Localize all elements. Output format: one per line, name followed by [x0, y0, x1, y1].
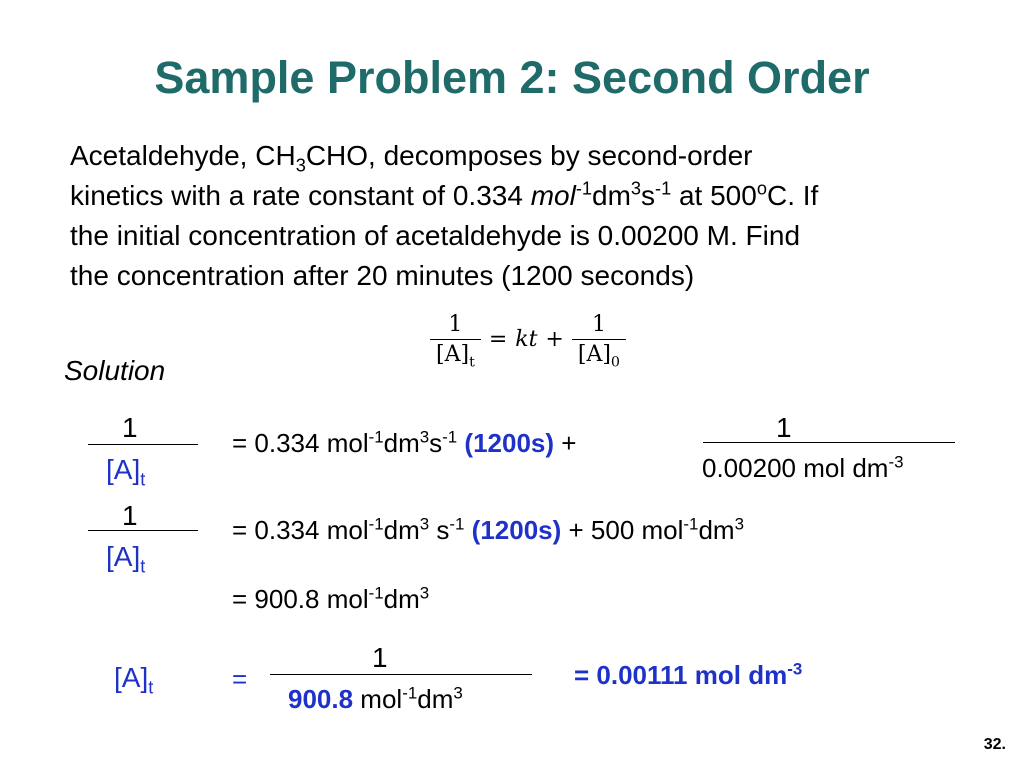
step2-numerator: 1 — [122, 500, 138, 531]
problem-line-3: the initial concentration of acetaldehyde is 0.00200 M. Find — [70, 220, 801, 251]
step1-fraction-bar — [88, 444, 198, 445]
solution-label: Solution — [64, 355, 166, 386]
step4-numerator: 1 — [372, 642, 388, 673]
step2-fraction-bar — [88, 530, 198, 531]
slide-title: Sample Problem 2: Second Order — [154, 52, 870, 103]
step1-denominator: $[A]_t$ — [106, 454, 146, 490]
final-result: = 0.00111 mol $dm^{-3}$ — [574, 659, 803, 690]
step4-equals: = — [232, 664, 248, 694]
step2-expression: = 0.334 $mol^{-1}dm^3$ $s^{-1}$ (1200s) + 500 $mol^{-1}dm^3$ — [232, 514, 744, 545]
step2-time: (1200s) — [471, 515, 562, 545]
step4-fraction-bar — [270, 674, 532, 675]
formula-lhs-fraction: $\frac{1}{[A]_t}$ — [430, 312, 481, 367]
problem-line-4: the concentration after 20 minutes (1200 seconds) — [70, 260, 695, 291]
second-order-formula: $\frac{1}{[A]_t}$ = kt + $\frac{1}{[A]_0}$ — [430, 312, 626, 367]
step1-numerator: 1 — [122, 412, 138, 443]
step3-expression: = 900.8 $mol^{-1}dm^3$ — [232, 583, 430, 614]
step1-rhs-numerator: 1 — [776, 412, 792, 443]
step1-rhs-denominator: 0.00200 mol $dm^{-3}$ — [702, 452, 904, 483]
step4-denominator: 900.8 $mol^{-1}dm^3$ — [288, 683, 463, 714]
page-number: 32. — [983, 736, 1006, 753]
formula-rhs-fraction: $\frac{1}{[A]_0}$ — [572, 312, 626, 367]
step2-denominator: $[A]_t$ — [106, 541, 146, 577]
step1-expression: = 0.334 $mol^{-1}dm^3s^{-1}$ (1200s) + — [232, 427, 577, 458]
problem-line-2: kinetics with a rate constant of 0.334 $mol^{-1}dm^3s^{-1}$ at 500$^o$C. If — [70, 178, 819, 211]
step4-lhs: $[A]_t$ — [114, 662, 154, 698]
problem-statement — [70, 136, 1000, 296]
problem-line-1: Acetaldehyde, $CH_3CHO$, decomposes by second-order — [70, 140, 753, 176]
step1-time: (1200s) — [464, 428, 555, 458]
step1-rhs-fraction-bar — [703, 442, 955, 443]
